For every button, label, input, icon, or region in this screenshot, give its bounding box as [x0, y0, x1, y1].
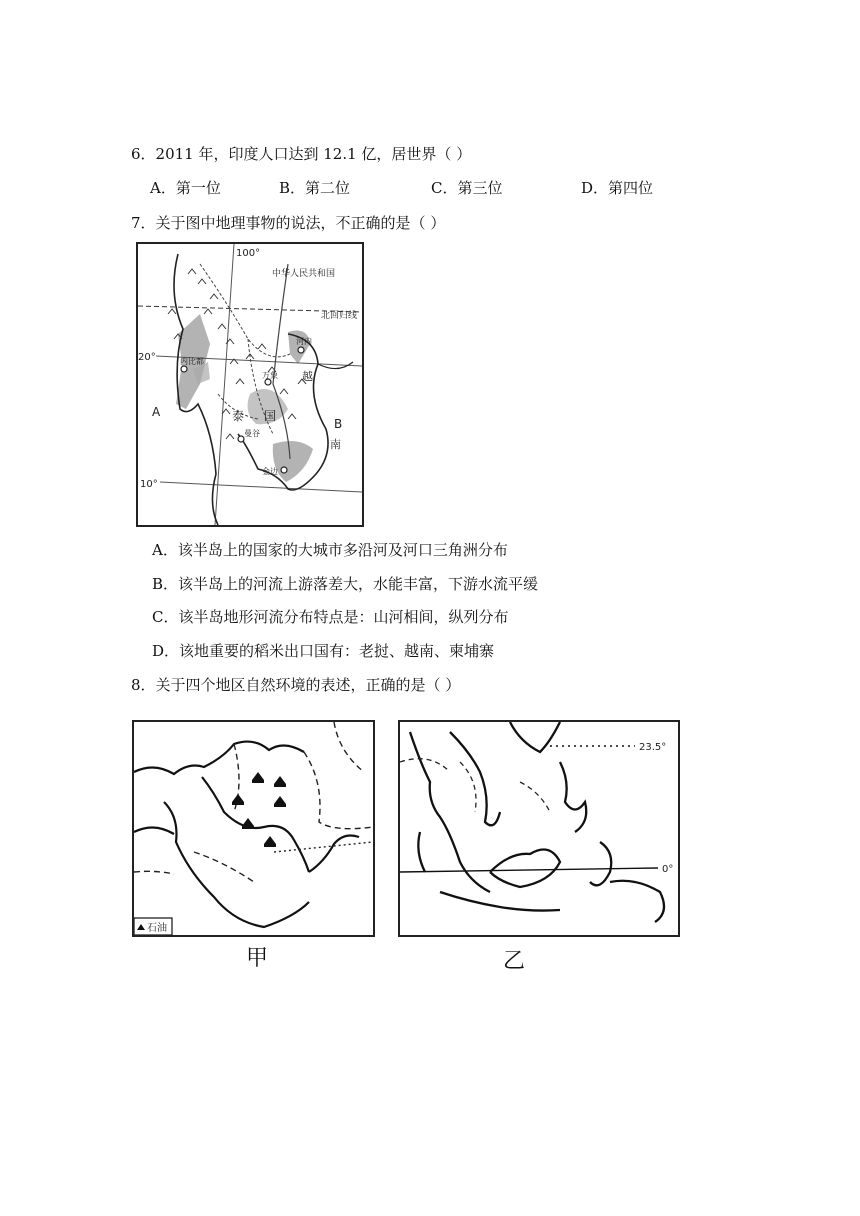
label-vietnam-1: 越 [302, 370, 313, 383]
city-naypyidaw: 内比都 [180, 357, 204, 366]
legend-oil-label: 石油 [147, 923, 167, 934]
caption-jia: 甲 [246, 946, 269, 971]
indochina-map [136, 242, 364, 527]
label-vietnam-2: 南 [330, 438, 341, 451]
q6-option-c[interactable]: C．第三位 [431, 179, 503, 197]
q6-option-a[interactable]: A．第一位 [150, 179, 221, 197]
question-8-text: 8．关于四个地区自然环境的表述，正确的是（ ） [131, 676, 461, 694]
q7-option-d[interactable]: D．该地重要的稻米出口国有：老挝、越南、柬埔寨 [152, 642, 495, 660]
label-china: 中华人民共和国 [272, 269, 336, 279]
city-bangkok: 曼谷 [244, 429, 260, 438]
middle-east-map-graphic [134, 722, 373, 935]
label-thailand-2: 国 [264, 409, 277, 423]
q7-option-a[interactable]: A．该半岛上的国家的大城市多沿河及河口三角洲分布 [152, 541, 508, 559]
label-tropic-of-cancer: 北回归线 [321, 311, 358, 321]
question-6-text: 6．2011 年，印度人口达到 12.1 亿，居世界（ ） [131, 145, 472, 163]
q6-option-b[interactable]: B．第二位 [279, 179, 351, 197]
label-longitude-100: 100° [236, 248, 261, 259]
label-b: B [334, 417, 343, 431]
label-equator-0: 0° [662, 864, 674, 875]
q7-option-c[interactable]: C．该半岛地形河流分布特点是：山河相间，纵列分布 [152, 608, 509, 626]
city-vientiane: 万象 [262, 371, 278, 380]
city-phnom-penh: 金边 [262, 467, 278, 476]
label-thailand-1: 泰 [232, 409, 245, 423]
city-hanoi: 河内 [296, 337, 312, 346]
q6-option-d[interactable]: D．第四位 [581, 179, 654, 197]
label-latitude-20: 20° [138, 352, 156, 363]
label-tropic-23-5: 23.5° [639, 742, 667, 753]
indochina-map-graphic [138, 244, 362, 525]
middle-east-map [132, 720, 375, 937]
southeast-asia-map [398, 720, 680, 937]
caption-yi: 乙 [503, 949, 526, 974]
label-a: A [152, 405, 161, 419]
label-latitude-10: 10° [140, 479, 158, 490]
q7-option-b[interactable]: B．该半岛上的河流上游落差大，水能丰富，下游水流平缓 [152, 575, 539, 593]
southeast-asia-map-graphic [400, 722, 678, 935]
question-7-text: 7．关于图中地理事物的说法，不正确的是（ ） [131, 214, 446, 232]
